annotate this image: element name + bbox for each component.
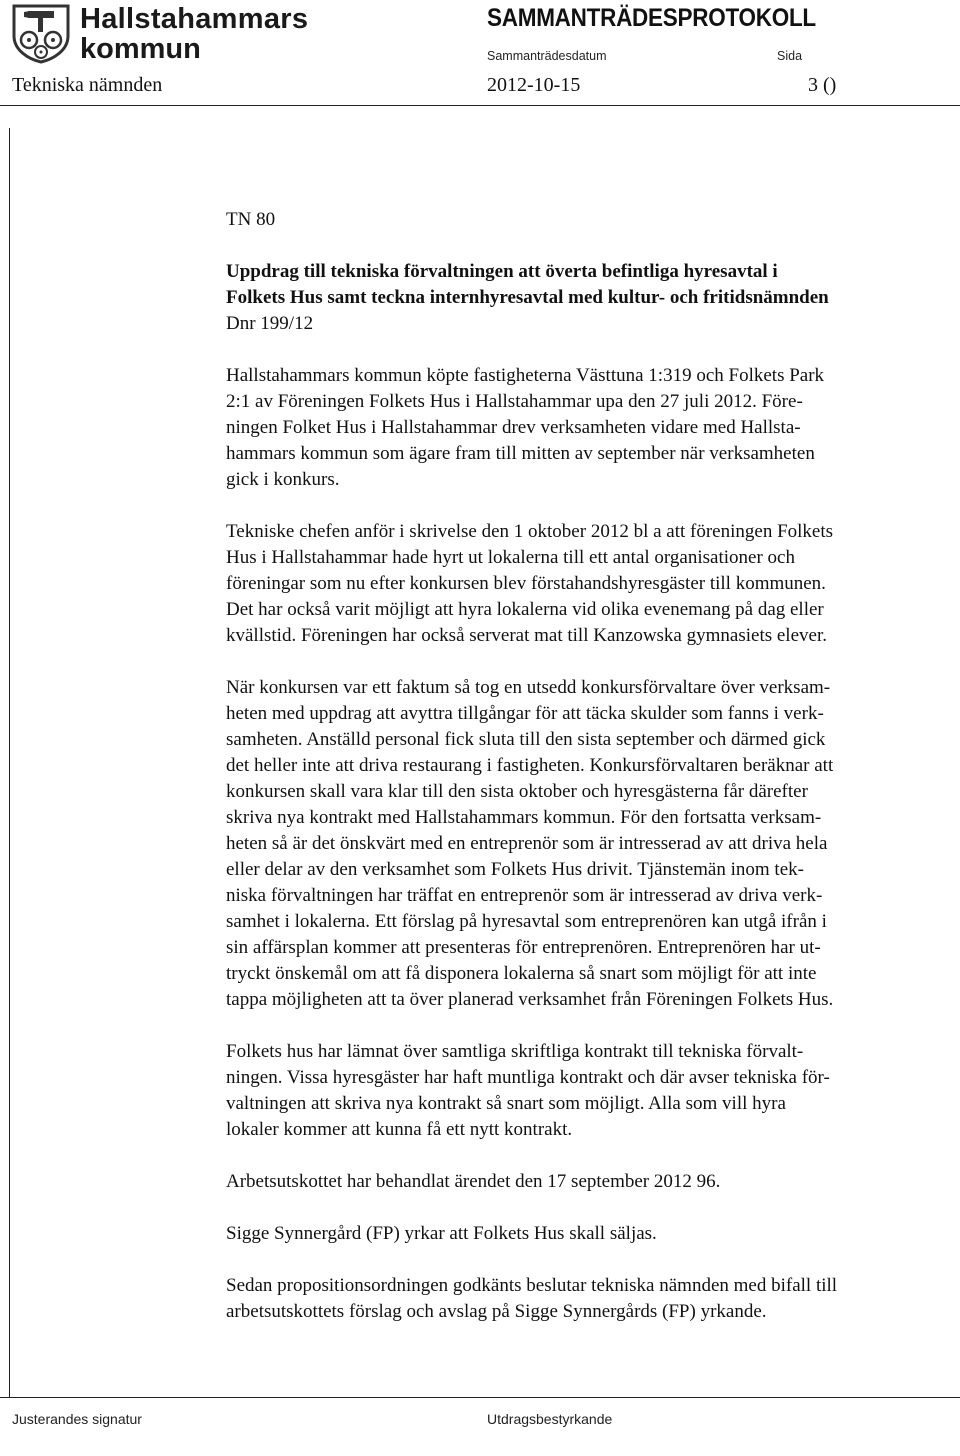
meeting-date-label: Sammanträdesdatum [487, 49, 607, 63]
municipality-brand [80, 4, 308, 64]
body-paragraph: Hallstahammars kommun köpte fastigheterna Västtuna 1:319 och Folkets Park 2:1 av Föreningen Folkets Hus i Hallstahammar upa den 27 juli 2012. Före- ningen Folket Hus i Hallstahammar drev verksamheten vidare med Hallsta- hammars kommun som ägare fram till mitten av september när verksamheten gick i konkurs. [226, 365, 825, 490]
committee-name: Tekniska nämnden [12, 74, 163, 96]
body-paragraph: Sigge Synnergård (FP) yrkar att Folkets Hus skall säljas. [226, 1223, 657, 1244]
body-paragraph: Tekniske chefen anför i skrivelse den 1 oktober 2012 bl a att föreningen Folkets Hus i Hallstahammar hade hyrt ut lokalerna till ett antal organisationer och föreningar som nu efter konkursen blev förstahandshyresgäster till kommunen. Det har också varit möjligt att hyra lokalerna vid olika evenemang på dag eller kvällstid. Föreningen har också serverat mat till Kanzowska gymnasiets elever. [226, 521, 834, 646]
decision-paragraph: Sedan propositionsordningen godkänts beslutar tekniska nämnden med bifall till arbetsutskottets förslag och avslag på Sigge Synnergårds (FP) yrkande. [226, 1275, 838, 1322]
header-divider [0, 105, 960, 106]
body-paragraph: Folkets hus har lämnat över samtliga skriftliga kontrakt till tekniska förvalt- ningen. Vissa hyresgäster har haft muntliga kontrakt och där avser tekniska för- valtningen att skriva nya kontrakt så snart som möjligt. Alla som vill hyra lokaler kommer att kunna få ett nytt kontrakt. [226, 1041, 830, 1140]
body-paragraph: Arbetsutskottet har behandlat ärendet den 17 september 2012 96. [226, 1171, 721, 1192]
left-margin-rule [9, 128, 10, 1398]
section-id: TN 80 [226, 209, 276, 230]
certification-label: Utdragsbestyrkande [487, 1411, 613, 1427]
section-title: Uppdrag till tekniska förvaltningen att överta befintliga hyresavtal i Folkets Hus samt teckna internhyresavtal med kultur- och fritidsnämnden [226, 261, 829, 308]
page-label: Sida [777, 49, 803, 63]
document-type-title: SAMMANTRÄDESPROTOKOLL [487, 4, 816, 32]
meeting-date: 2012-10-15 [487, 74, 581, 96]
minutes-section [226, 207, 956, 1325]
brand-name-line2: kommun [80, 33, 201, 65]
body-paragraph: När konkursen var ett faktum så tog en utsedd konkursförvaltare över verksam- heten med uppdrag att avyttra tillgångar för att täcka skulder som fanns i verk- samheten. Anställd personal fick sluta till den sista september och därmed gick det heller inte att driva restaurang i fastigheten. Konkursförvaltaren beräknar att konkursen skall vara klar till den sista oktober och hyresgästerna får därefter skriva nya kontrakt med Hallstahammars kommun. För den fortsatta verksam- heten så är det önskvärt med en entreprenör som är intresserad av att driva hela eller delar av den verksamhet som Folkets Hus drivit. Tjänstemän inom tek- niska förvaltningen har träffat en entreprenör som är intresserad av driva verk- samhet i lokalerna. Ett förslag på hyresavtal som entreprenören kan utgå ifrån i sin affärsplan kommer att presenteras för entreprenören. Entreprenören har ut- tryckt önskemål om att få disponera lokalerna så snart som möjligt för att inte tappa möjligheten att ta över planerad verksamhet från Föreningen Folkets Hus. [226, 677, 834, 1010]
footer-divider [0, 1397, 960, 1398]
reference-number: Dnr 199/12 [226, 313, 314, 334]
brand-name-line1: Hallstahammars [80, 3, 309, 35]
page-number: 3 () [808, 74, 837, 96]
municipality-crest-logo [10, 2, 72, 64]
signature-label: Justerandes signatur [12, 1411, 142, 1427]
